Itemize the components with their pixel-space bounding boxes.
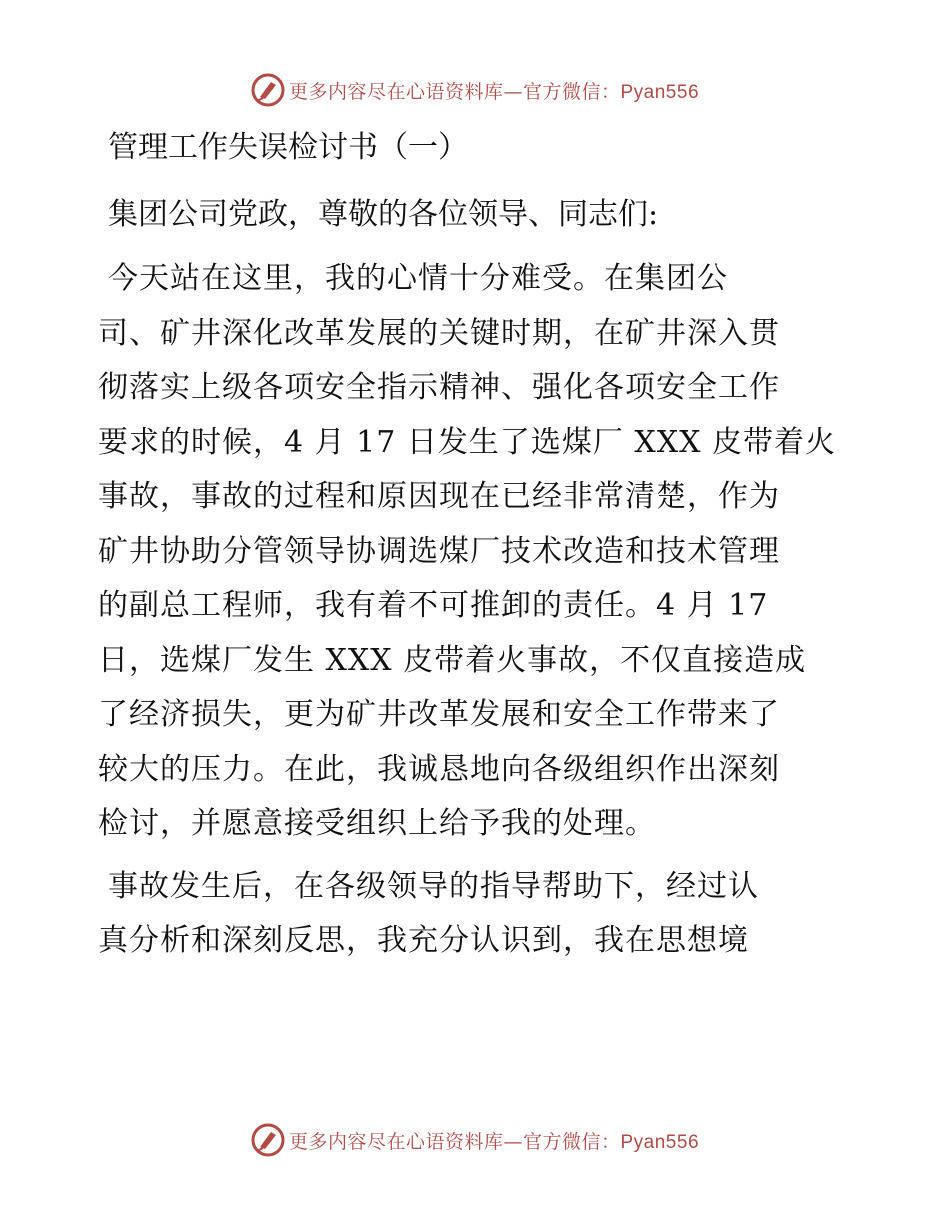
- text-line: 真分析和深刻反思，我充分认识到，我在思想境: [98, 923, 749, 958]
- banner-text: 更多内容尽在心语资料库—官方微信：Pyan556: [288, 80, 700, 103]
- footer-banner: [0, 1120, 950, 1160]
- text-line: 今天站在这里，我的心情十分难受。在集团公: [108, 261, 728, 296]
- text-line: 了经济损失，更为矿井改革发展和安全工作带来了: [98, 697, 780, 732]
- text-line: 事故发生后，在各级领导的指导帮助下，经过认: [108, 868, 759, 904]
- text-line: 检讨，并愿意接受组织上给予我的处理。: [98, 806, 656, 841]
- text-line: 要求的时候，4 月 17 日发生了选煤厂 XXX 皮带着火: [98, 424, 837, 460]
- text-line: 矿井协助分管领导协调选煤厂技术改造和技术管理: [98, 533, 780, 569]
- paragraph-1: [98, 252, 858, 852]
- text-line: 事故，事故的过程和原因现在已经非常清楚，作为: [98, 479, 780, 514]
- text-line: 较大的压力。在此，我诚恳地向各级组织作出深刻: [98, 751, 780, 787]
- brand-logo-icon: [251, 1123, 285, 1157]
- text-line: 的副总工程师，我有着不可推卸的责任。4 月 17: [98, 588, 769, 623]
- salutation: 集团公司党政，尊敬的各位领导、同志们:: [108, 197, 659, 232]
- banner-text: 更多内容尽在心语资料库—官方微信：Pyan556: [288, 1130, 700, 1153]
- text-line: 司、矿井深化改革发展的关键时期，在矿井深入贯: [98, 315, 780, 351]
- text-line: 日，选煤厂发生 XXX 皮带着火事故，不仅直接造成: [98, 642, 807, 678]
- document-title: 管理工作失误检讨书（一）: [108, 130, 468, 165]
- text-line: 彻落实上级各项安全指示精神、强化各项安全工作: [98, 370, 780, 405]
- paragraph-2: [98, 860, 858, 969]
- header-banner: [0, 70, 950, 110]
- document-body: [98, 118, 858, 969]
- brand-logo-icon: [251, 73, 285, 107]
